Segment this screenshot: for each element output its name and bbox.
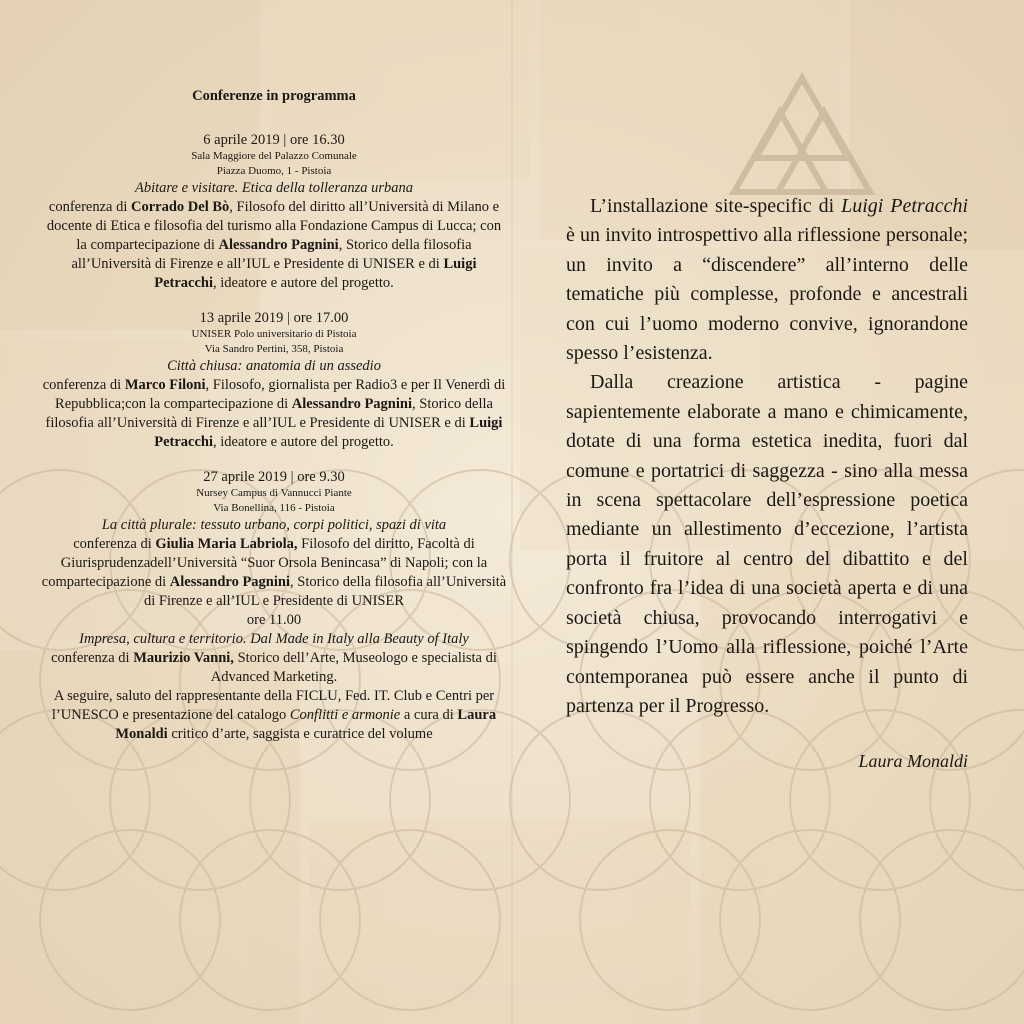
- event-venue: Sala Maggiore del Palazzo Comunale: [191, 150, 357, 162]
- event-address: Via Sandro Pertini, 358, Pistoia: [204, 343, 344, 355]
- speaker-name: Giulia Maria Labriola,: [155, 536, 298, 552]
- event-closing: A seguire, saluto del rappresentante della FICLU, Fed. IT. Club e Centri per l’UNESCO e presentazione del catalogo Conflitti e armonie a cura di Laura Monaldi critico d’arte, saggista e curatrice del volume: [51, 688, 497, 742]
- event-description: conferenza di Giulia Maria Labriola, Filosofo del diritto, Facoltà di Giurisprudenzadell’Università “Suor Orsola Benincasa” di Napoli; con la compartecipazione di Alessandro Pagnini, Storico della filosofia all’Università di Firenze e all’IUL e Presidente di UNISER: [41, 536, 507, 609]
- event-title: La città plurale: tessuto urbano, corpi politici, spazi di vita: [101, 517, 447, 533]
- program-heading: Conferenze in programma: [192, 88, 356, 104]
- essay-paragraph-2: Dalla creazione artistica - pagine sapientemente elaborate a mano e chimicamente, dotate di una forma estetica inedita, fuori dal comune e portatrici di saggezza - sino alla messa in scena spettacolare dell’espressione poetica mediante un allestimento d’eccezione, l’artista porta il fruitore al centro del dibattito e del confronto fra l’idea di una società aperta e di una società chiusa, provocando interrogativi e spingendo l’Uomo alla riflessione, poiché l’Arte contemporanea può essere anche il punto di partenza per il Progresso.: [566, 371, 968, 717]
- event-time-2: ore 11.00: [246, 612, 302, 628]
- event-1: [40, 131, 508, 293]
- event-title: Città chiusa: anatomia di un assedio: [167, 358, 381, 374]
- event-address: Via Bonellina, 116 - Pistoia: [213, 502, 335, 514]
- event-date: 13 aprile 2019 | ore 17.00: [199, 310, 349, 326]
- event-venue: UNISER Polo universitario di Pistoia: [191, 328, 357, 340]
- guest-name: Alessandro Pagnini: [291, 396, 412, 412]
- artist-name: Luigi Petracchi: [841, 195, 969, 217]
- speaker-name: Corrado Del Bò: [131, 199, 230, 215]
- speaker-name: Marco Filoni: [124, 377, 206, 393]
- guest-name: Alessandro Pagnini: [169, 574, 290, 590]
- event-address: Piazza Duomo, 1 - Pistoia: [216, 165, 332, 177]
- event-title-2: Impresa, cultura e territorio. Dal Made in Italy alla Beauty of Italy: [79, 631, 469, 647]
- event-2: [40, 309, 508, 452]
- signature: Laura Monaldi: [858, 751, 968, 772]
- event-title: Abitare e visitare. Etica della tolleranza urbana: [134, 180, 413, 196]
- event-venue: Nursey Campus di Vannucci Piante: [196, 487, 352, 499]
- event-3: [40, 468, 508, 744]
- author-name: Luigi Petracchi: [154, 415, 503, 450]
- event-description: conferenza di Marco Filoni, Filosofo, giornalista per Radio3 e per Il Venerdì di Repubblica;con la compartecipazione di Alessandro Pagnini, Storico della filosofia all’Università di Firenze e all’IUL e Presidente di UNISER e di Luigi Petracchi, ideatore e autore del progetto.: [42, 377, 506, 450]
- curator-name: Laura Monaldi: [115, 707, 497, 742]
- essay-paragraph-1: L’installazione site-specific di Luigi Petracchi è un invito introspettivo alla riflessione personale; un invito a “discendere” all’interno delle tematiche più complesse, profonde e ancestrali con cui l’uomo moderno convive, ignorandone spesso l’esistenza.: [566, 195, 969, 365]
- author-name: Luigi Petracchi: [154, 256, 477, 291]
- event-description: conferenza di Corrado Del Bò, Filosofo del diritto all’Università di Milano e docente di Etica e filosofia del turismo alla Fondazione Campus di Lucca; con la compartecipazione di Alessandro Pagnini, Storico della filosofia all’Università di Firenze e all’IUL e Presidente di UNISER e di Luigi Petracchi, ideatore e autore del progetto.: [46, 199, 502, 291]
- essay: [566, 192, 968, 772]
- event-date: 6 aprile 2019 | ore 16.30: [203, 132, 345, 148]
- guest-name: Alessandro Pagnini: [218, 237, 339, 253]
- catalog-title: Conflitti e armonie: [289, 707, 401, 723]
- event-date: 27 aprile 2019 | ore 9.30: [203, 469, 345, 485]
- conference-program: [40, 88, 508, 760]
- event-description-2: conferenza di Maurizio Vanni, Storico dell’Arte, Museologo e specialista di Advanced Marketing.: [51, 650, 497, 685]
- speaker-name: Maurizio Vanni,: [133, 650, 234, 666]
